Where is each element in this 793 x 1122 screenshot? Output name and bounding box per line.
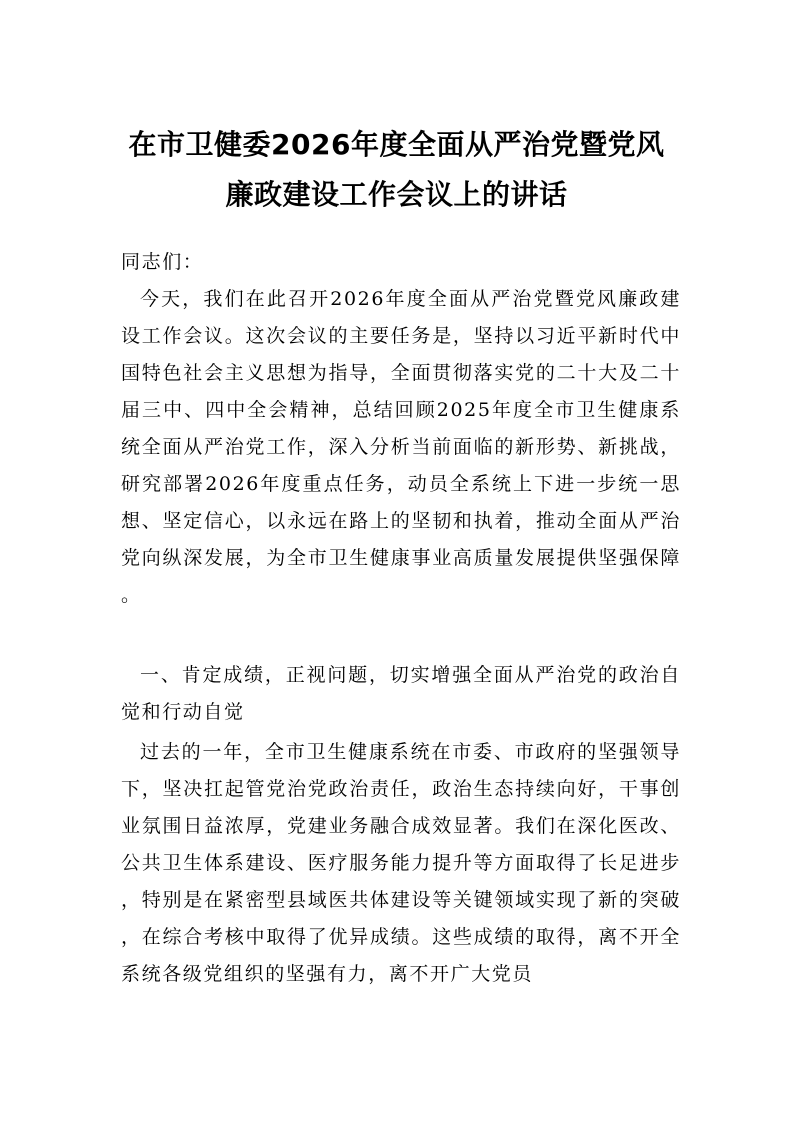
document-title-line-2: 廉政建设工作会议上的讲话 [225,178,568,211]
paragraph-opening: 今天，我们在此召开2026年度全面从严治党暨党风廉政建设工作会议。这次会议的主要任务是，坚持以习近平新时代中国特色社会主义思想为指导，全面贯彻落实党的二十大及二十届三中、四中全会精神，总结回顾2025年度全市卫生健康系统全面从严治党工作，深入分析当前面临的新形势、新挑战，研究部署2026年度重点任务，动员全系统上下进一步统一思想、坚定信心，以永远在路上的坚韧和执着，推动全面从严治党向纵深发展，为全市卫生健康事业高质量发展提供坚强保障。 [121,288,681,606]
section-heading-1: 一、肯定成绩，正视问题，切实增强全面从严治党的政治自觉和行动自觉 [121,664,681,723]
paragraph-review: 过去的一年，全市卫生健康系统在市委、市政府的坚强领导下，坚决扛起管党治党政治责任，政治生态持续向好，干事创业氛围日益浓厚，党建业务融合成效显著。我们在深化医改、公共卫生体系建设、医疗服务能力提升等方面取得了长足进步，特别是在紧密型县域医共体建设等关键领域实现了新的突破，在综合考核中取得了优异成绩。这些成绩的取得，离不开全系统各级党组织的坚强有力，离不开广大党员 [121,741,681,985]
salutation: 同志们： [121,251,204,273]
document-title-line-1: 在市卫健委2026年度全面从严治党暨党风 [128,128,665,161]
